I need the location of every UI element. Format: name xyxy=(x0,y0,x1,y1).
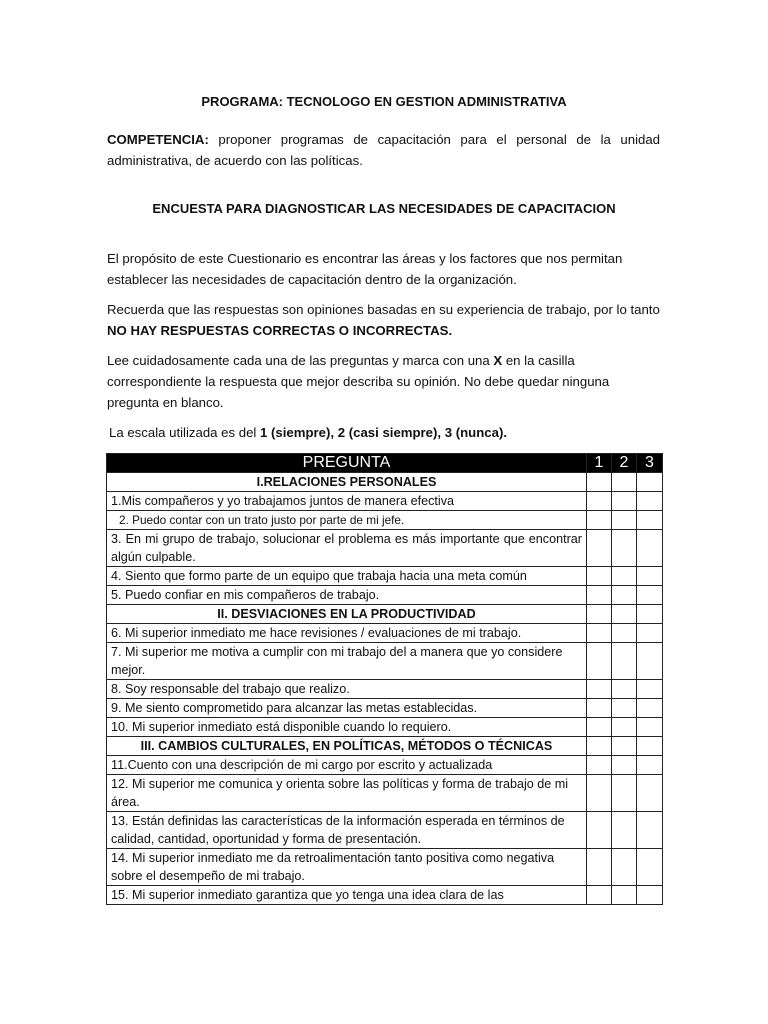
intro-paragraph-3 xyxy=(107,350,660,413)
answer-cell-3[interactable] xyxy=(637,643,663,680)
answer-cell-1[interactable] xyxy=(587,886,612,905)
answer-cell-3 xyxy=(637,605,663,624)
answer-cell-2[interactable] xyxy=(612,699,637,718)
program-title: PROGRAMA: TECNOLOGO EN GESTION ADMINISTRATIVA xyxy=(201,94,567,109)
question-text: 5. Puedo confiar en mis compañeros de trabajo. xyxy=(107,586,587,605)
table-header-row xyxy=(107,454,663,473)
answer-cell-3 xyxy=(637,737,663,756)
question-row xyxy=(107,886,663,905)
section-row xyxy=(107,605,663,624)
answer-cell-3[interactable] xyxy=(637,511,663,530)
answer-cell-3[interactable] xyxy=(637,567,663,586)
answer-cell-2[interactable] xyxy=(612,680,637,699)
question-row xyxy=(107,586,663,605)
section-title: II. DESVIACIONES EN LA PRODUCTIVIDAD xyxy=(107,605,587,624)
answer-cell-2[interactable] xyxy=(612,643,637,680)
answer-cell-2[interactable] xyxy=(612,756,637,775)
question-text: 2. Puedo contar con un trato justo por parte de mi jefe. xyxy=(107,511,587,530)
intro-paragraph-2 xyxy=(107,299,660,341)
answer-cell-2[interactable] xyxy=(612,511,637,530)
competencia-paragraph xyxy=(107,129,660,171)
answer-cell-3[interactable] xyxy=(637,492,663,511)
answer-cell-2 xyxy=(612,473,637,492)
answer-cell-1[interactable] xyxy=(587,567,612,586)
answer-cell-2[interactable] xyxy=(612,812,637,849)
question-row xyxy=(107,492,663,511)
question-row xyxy=(107,567,663,586)
intro-paragraph-1: El propósito de este Cuestionario es encontrar las áreas y los factores que nos permitan establecer las necesidades de capacitación dentro de la organización. xyxy=(107,251,623,287)
question-text: 7. Mi superior me motiva a cumplir con mi trabajo del a manera que yo considere mejor. xyxy=(107,643,587,680)
intro-p3-x: X xyxy=(493,353,503,368)
answer-cell-1[interactable] xyxy=(587,624,612,643)
question-text: 1.Mis compañeros y yo trabajamos juntos de manera efectiva xyxy=(107,492,587,511)
intro-p3-a: Lee cuidadosamente cada una de las preguntas y marca con una xyxy=(107,353,494,368)
header-scale-2: 2 xyxy=(612,454,637,473)
answer-cell-2 xyxy=(612,737,637,756)
question-row xyxy=(107,775,663,812)
answer-cell-1[interactable] xyxy=(587,756,612,775)
answer-cell-3[interactable] xyxy=(637,756,663,775)
question-row xyxy=(107,718,663,737)
question-row xyxy=(107,624,663,643)
question-row xyxy=(107,511,663,530)
answer-cell-2[interactable] xyxy=(612,586,637,605)
answer-cell-3[interactable] xyxy=(637,624,663,643)
answer-cell-2[interactable] xyxy=(612,775,637,812)
header-question: PREGUNTA xyxy=(107,454,587,473)
header-scale-1: 1 xyxy=(587,454,612,473)
answer-cell-2[interactable] xyxy=(612,849,637,886)
question-text: 12. Mi superior me comunica y orienta sobre las políticas y forma de trabajo de mi área. xyxy=(107,775,587,812)
answer-cell-2[interactable] xyxy=(612,530,637,567)
intro-p4-a: La escala utilizada es del xyxy=(109,425,261,440)
question-text: 15. Mi superior inmediato garantiza que yo tenga una idea clara de las xyxy=(107,886,587,905)
answer-cell-1[interactable] xyxy=(587,492,612,511)
question-row xyxy=(107,812,663,849)
survey-table-body xyxy=(107,473,663,905)
answer-cell-3[interactable] xyxy=(637,699,663,718)
question-text: 6. Mi superior inmediato me hace revisiones / evaluaciones de mi trabajo. xyxy=(107,624,587,643)
answer-cell-2[interactable] xyxy=(612,492,637,511)
answer-cell-3[interactable] xyxy=(637,718,663,737)
answer-cell-3[interactable] xyxy=(637,849,663,886)
answer-cell-3[interactable] xyxy=(637,886,663,905)
answer-cell-2[interactable] xyxy=(612,567,637,586)
question-text: 4. Siento que formo parte de un equipo que trabaja hacia una meta común xyxy=(107,567,587,586)
header-scale-3: 3 xyxy=(637,454,663,473)
answer-cell-1[interactable] xyxy=(587,511,612,530)
intro-paragraph-4 xyxy=(109,422,662,443)
answer-cell-3[interactable] xyxy=(637,812,663,849)
answer-cell-1[interactable] xyxy=(587,775,612,812)
question-row xyxy=(107,530,663,567)
question-text: 9. Me siento comprometido para alcanzar las metas establecidas. xyxy=(107,699,587,718)
answer-cell-1[interactable] xyxy=(587,849,612,886)
section-title: I.RELACIONES PERSONALES xyxy=(107,473,587,492)
intro-p3-b: en la casilla correspondiente la respuesta que mejor describa su opinión. No debe quedar ninguna pregunta en blanco. xyxy=(107,353,610,410)
section-row xyxy=(107,737,663,756)
answer-cell-3 xyxy=(637,473,663,492)
answer-cell-1 xyxy=(587,737,612,756)
answer-cell-2 xyxy=(612,605,637,624)
answer-cell-2[interactable] xyxy=(612,624,637,643)
question-row xyxy=(107,699,663,718)
question-text: 14. Mi superior inmediato me da retroalimentación tanto positiva como negativa sobre el desempeño de mi trabajo. xyxy=(107,849,587,886)
question-text: 3. En mi grupo de trabajo, solucionar el problema es más importante que encontrar algún culpable. xyxy=(107,530,587,567)
survey-title: ENCUESTA PARA DIAGNOSTICAR LAS NECESIDADES DE CAPACITACION xyxy=(152,201,616,216)
answer-cell-1[interactable] xyxy=(587,643,612,680)
question-row xyxy=(107,680,663,699)
answer-cell-3[interactable] xyxy=(637,586,663,605)
intro-p2-text: Recuerda que las respuestas son opiniones basadas en su experiencia de trabajo, por lo tanto xyxy=(107,302,660,317)
section-title: III. CAMBIOS CULTURALES, EN POLÍTICAS, MÉTODOS O TÉCNICAS xyxy=(107,737,587,756)
answer-cell-2[interactable] xyxy=(612,886,637,905)
question-row xyxy=(107,756,663,775)
intro-p4-bold: 1 (siempre), 2 (casi siempre), 3 (nunca). xyxy=(260,425,508,440)
intro-p2-bold: NO HAY RESPUESTAS CORRECTAS O INCORRECTAS. xyxy=(107,323,453,338)
answer-cell-3[interactable] xyxy=(637,775,663,812)
answer-cell-1[interactable] xyxy=(587,680,612,699)
answer-cell-1[interactable] xyxy=(587,699,612,718)
section-row xyxy=(107,473,663,492)
competencia-label: COMPETENCIA: xyxy=(107,132,209,147)
question-text: 11.Cuento con una descripción de mi cargo por escrito y actualizada xyxy=(107,756,587,775)
competencia-text: proponer programas de capacitación para el personal de la unidad administrativa, de acuerdo con las políticas. xyxy=(107,132,660,168)
answer-cell-2[interactable] xyxy=(612,718,637,737)
question-row xyxy=(107,849,663,886)
answer-cell-1[interactable] xyxy=(587,530,612,567)
question-text: 13. Están definidas las características de la información esperada en términos de calidad, cantidad, oportunidad y forma de presentación. xyxy=(107,812,587,849)
question-row xyxy=(107,643,663,680)
survey-table xyxy=(106,453,663,905)
answer-cell-1 xyxy=(587,605,612,624)
answer-cell-3[interactable] xyxy=(637,530,663,567)
question-text: 8. Soy responsable del trabajo que realizo. xyxy=(107,680,587,699)
answer-cell-3[interactable] xyxy=(637,680,663,699)
answer-cell-1[interactable] xyxy=(587,812,612,849)
question-text: 10. Mi superior inmediato está disponible cuando lo requiero. xyxy=(107,718,587,737)
answer-cell-1[interactable] xyxy=(587,718,612,737)
answer-cell-1 xyxy=(587,473,612,492)
answer-cell-1[interactable] xyxy=(587,586,612,605)
